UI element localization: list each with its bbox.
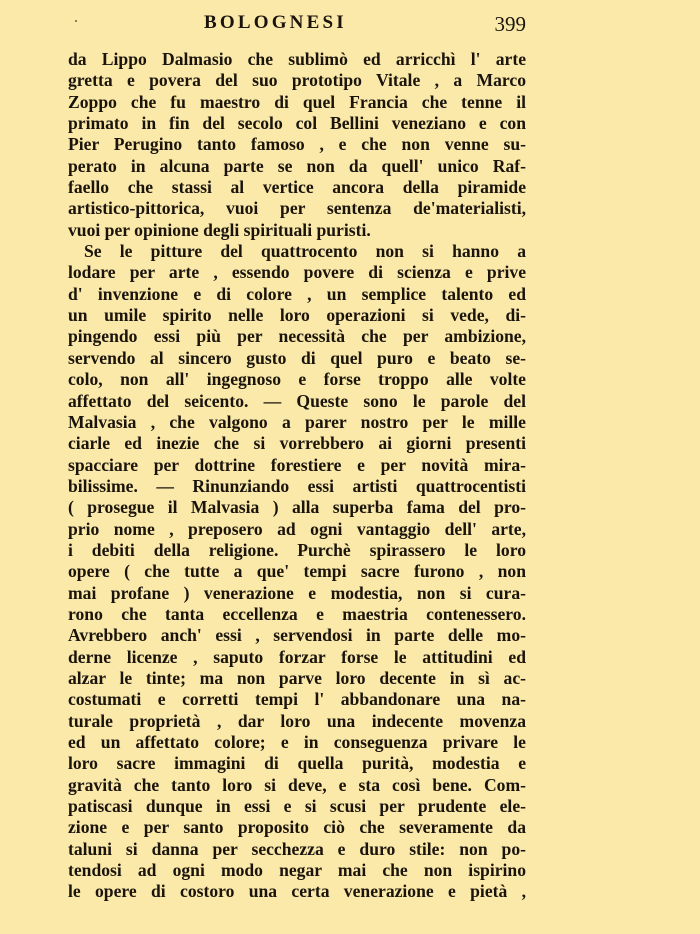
paragraph-start-line: Se le pitture del quattrocento non si hanno a bbox=[84, 241, 526, 262]
text-line: patiscasi dunque in essi e si scusi per prudente ele- bbox=[68, 796, 526, 817]
text-line: Avrebbero anch' essi , servendosi in parte delle mo- bbox=[68, 625, 526, 646]
page-number: 399 bbox=[494, 12, 526, 36]
text-line: primato in fin del secolo col Bellini veneziano e con bbox=[68, 113, 526, 134]
text-line: colo, non all' ingegnoso e forse troppo alle volte bbox=[68, 369, 526, 390]
text-line: d' invenzione e di colore , un semplice talento ed bbox=[68, 283, 526, 304]
text-line: Zoppo che fu maestro di quel Francia che tenne il bbox=[68, 91, 526, 112]
text-line: rono che tanta eccellenza e maestria contenessero. bbox=[68, 603, 526, 624]
text-line: lodare per arte , essendo povere di scienza e prive bbox=[68, 262, 526, 283]
text-line: faello che stassi al vertice ancora della piramide bbox=[68, 177, 526, 198]
text-line: taluni si danna per secchezza e duro stile: non po- bbox=[68, 838, 526, 859]
running-title: BOLOGNESI bbox=[204, 12, 347, 33]
text-line: le opere di costoro una certa venerazione e pietà , bbox=[68, 881, 526, 902]
text-line: tendosi ad ogni modo negar mai che non ispirino bbox=[68, 860, 526, 881]
text-line: gravità che tanto loro si deve, e sta così bene. Com- bbox=[68, 774, 526, 795]
text-line: ( prosegue il Malvasia ) alla superba fama del pro- bbox=[68, 497, 526, 518]
text-line: un umile spirito nelle loro operazioni si vede, di- bbox=[68, 305, 526, 326]
text-line: alzar le tinte; ma non parve loro decente in sì ac- bbox=[68, 667, 526, 688]
running-head bbox=[68, 10, 526, 38]
text-line: ed un affettato colore; e in conseguenza privare le bbox=[68, 732, 526, 752]
text-line: vuoi per opinione degli spirituali puristi. bbox=[68, 219, 371, 240]
text-line: Malvasia , che valgono a parer nostro per le mille bbox=[68, 411, 526, 432]
text-line: servendo al sincero gusto di quel puro e beato se- bbox=[68, 347, 526, 368]
text-line: loro sacre immagini di quella purità, modestia e bbox=[68, 753, 526, 774]
text-line: zione e per santo proposito ciò che severamente da bbox=[68, 817, 526, 838]
text-line: affettato del seicento. — Queste sono le parole del bbox=[68, 390, 526, 411]
text-line: artistico-pittorica, vuoi per sentenza de'materialisti, bbox=[68, 198, 526, 219]
text-line: spacciare per dottrine forestiere e per novità mira- bbox=[68, 454, 526, 475]
text-line: derne licenze , saputo forzar forse le attitudini ed bbox=[68, 646, 526, 667]
text-line: Pier Perugino tanto famoso , e che non venne su- bbox=[68, 134, 526, 155]
ink-speck bbox=[75, 20, 77, 22]
text-line: pingendo essi più per necessità che per ambizione, bbox=[68, 326, 526, 347]
text-line: turale proprietà , dar loro una indecente movenza bbox=[68, 710, 526, 731]
text-line: ciarle ed inezie che si vorrebbero ai giorni presenti bbox=[68, 433, 526, 454]
text-line: prio nome , preposero ad ogni vantaggio dell' arte, bbox=[68, 518, 526, 539]
text-line: gretta e povera del suo prototipo Vitale , a Marco bbox=[68, 70, 526, 91]
text-line: perato in alcuna parte se non da quell' unico Raf- bbox=[68, 155, 526, 176]
text-line: opere ( che tutte a que' tempi sacre furono , non bbox=[68, 561, 526, 582]
text-line: da Lippo Dalmasio che sublimò ed arricchì l' arte bbox=[68, 49, 526, 69]
text-line: mai profane ) venerazione e modestia, non si cura- bbox=[68, 582, 526, 603]
text-line: costumati e corretti tempi l' abbandonare una na- bbox=[68, 689, 526, 710]
text-line: i debiti della religione. Purchè spirassero le loro bbox=[68, 539, 526, 560]
page-body-text bbox=[68, 49, 526, 903]
text-line: bilissime. — Rinunziando essi artisti quattrocentisti bbox=[68, 475, 526, 496]
